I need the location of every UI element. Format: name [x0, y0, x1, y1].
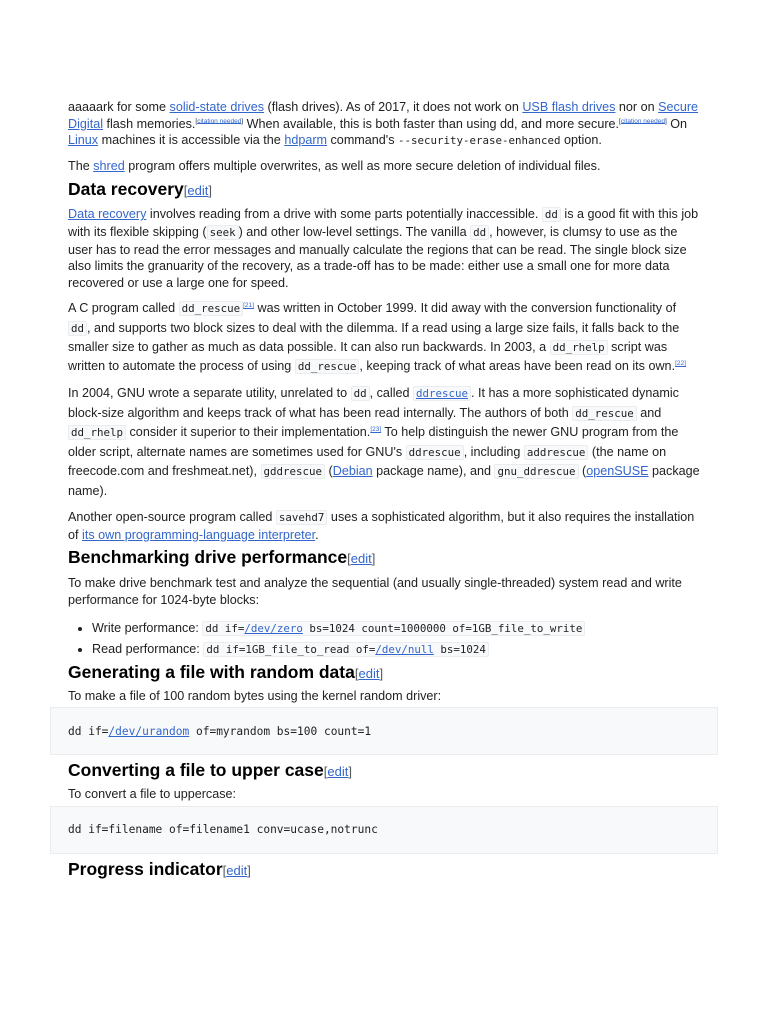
citation-needed-2: [citation needed]: [619, 117, 667, 125]
reference-23: [23]: [370, 425, 382, 433]
heading-upper-case: Converting a file to upper case[edit]: [68, 760, 352, 781]
paragraph-gnu-ddrescue: In 2004, GNU wrote a separate utility, unrelated to dd , called ddrescue . It has a more sophisticated dynamic block-size algorithm and keeps track of what has been read internally. The authors of both dd_rescue and dd_rhelp consider it superior to their implementation.[23] To help distinguish the newer GNU program from the older script, alternate names are sometimes used for GNU's ddrescue , including addrescue (the name on freecode.com and freshmeat.net), gddrescue (Debian package name), and gnu_ddrescue (openSUSE package name).: [68, 386, 700, 498]
link-dev-zero[interactable]: /dev/zero: [244, 621, 303, 635]
link-solid-state-drives[interactable]: solid-state drives: [169, 100, 265, 114]
code-block-random: dd if=/dev/urandom of=myrandom bs=100 count=1: [50, 707, 718, 755]
article-content: [68, 99, 702, 882]
heading-benchmarking: Benchmarking drive performance[edit]: [68, 547, 376, 568]
link-hdparm[interactable]: hdparm: [284, 133, 328, 148]
paragraph-benchmark-intro: To make drive benchmark test and analyze the sequential (and usually single-threaded) system read and write performance for 1024-byte blocks:: [68, 576, 682, 607]
paragraph-shred: The shred program offers multiple overwrites, as well as more secure deletion of individual files.: [68, 158, 601, 173]
link-programming-language-interpreter[interactable]: its own programming-language interpreter: [82, 527, 316, 542]
heading-progress-indicator: Progress indicator[edit]: [68, 858, 251, 879]
paragraph-secure-erase: aaaaark for some solid-state drives (flash drives). As of 2017, it does not work on USB flash drives nor on Secure Digital flash memories.[citation needed] When available, this is both faster than using dd, and more secure.[citation needed] On Linux machines it is accessible via the hdparm command's --security-erase-enhanced option.: [68, 100, 699, 148]
benchmark-list: [68, 618, 702, 660]
reference-22: [22]: [675, 359, 686, 367]
paragraph-dd-rescue: A C program called dd_rescue [21] was written in October 1999. It did away with the conversion functionality of dd , and supports two block sizes to deal with the dilemma. If a read using a large size fails, it falls back to the smaller size to gather as much as data possible. It can also run backwards. In 2003, a dd_rhelp script was written to automate the process of using dd_rescue , keeping track of what areas have been read on its own.[22]: [68, 301, 686, 373]
citation-needed-1: [citation needed]: [195, 117, 244, 125]
edit-section-upper-case: [edit]: [323, 764, 352, 780]
link-debian[interactable]: Debian: [332, 464, 373, 479]
link-linux[interactable]: Linux: [68, 133, 99, 148]
link-usb-flash-drives[interactable]: USB flash drives: [522, 100, 616, 114]
link-secure-digital[interactable]: Secure Digital: [68, 100, 699, 131]
heading-random-data: Generating a file with random data[edit]: [68, 661, 384, 682]
link-dev-null[interactable]: /dev/null: [375, 642, 434, 656]
list-item-read-performance: • Read performance: dd if=1GB_file_to_read of=/dev/null bs=1024: [92, 639, 702, 660]
link-shred[interactable]: shred: [93, 158, 125, 173]
paragraph-uppercase-intro: To convert a file to uppercase:: [68, 787, 237, 802]
reference-21: [21]: [243, 302, 254, 310]
list-item-write-performance: • Write performance: dd if=/dev/zero bs=1024 count=1000000 of=1GB_file_to_write: [92, 618, 702, 639]
link-dev-urandom[interactable]: /dev/urandom: [108, 724, 190, 738]
link-data-recovery[interactable]: Data recovery: [68, 207, 147, 222]
link-ddrescue[interactable]: ddrescue: [416, 387, 469, 401]
link-opensuse[interactable]: openSUSE: [586, 464, 649, 479]
edit-section-progress-indicator: [edit]: [222, 862, 251, 878]
paragraph-data-recovery-intro: Data recovery involves reading from a drive with some parts potentially inaccessible. dd is a good fit with this job with its flexible skipping ( seek ) and other low-level settings. The vanilla dd , however, is clumsy to use as the user has to read the error messages and manually calculate the regions that can be read. The single block size also limits the granuarity of the recovery, as a trade-off has to be made: either use a small one for more data recovered or use a large one for speed.: [68, 207, 699, 290]
edit-section-benchmarking: [edit]: [347, 551, 376, 567]
code-block-uppercase: dd if=filename of=filename1 conv=ucase,notrunc: [50, 806, 718, 854]
edit-section-data-recovery: [edit]: [183, 183, 212, 199]
paragraph-savehd7: Another open-source program called savehd7 uses a sophisticated algorithm, but it also requires the installation of its own programming-language interpreter.: [68, 510, 695, 542]
heading-data-recovery: Data recovery[edit]: [68, 179, 212, 200]
edit-section-random-data: [edit]: [354, 665, 384, 681]
code-security-erase: --security-erase-enhanced: [398, 134, 561, 148]
paragraph-random-intro: To make a file of 100 random bytes using the kernel random driver:: [68, 688, 442, 703]
